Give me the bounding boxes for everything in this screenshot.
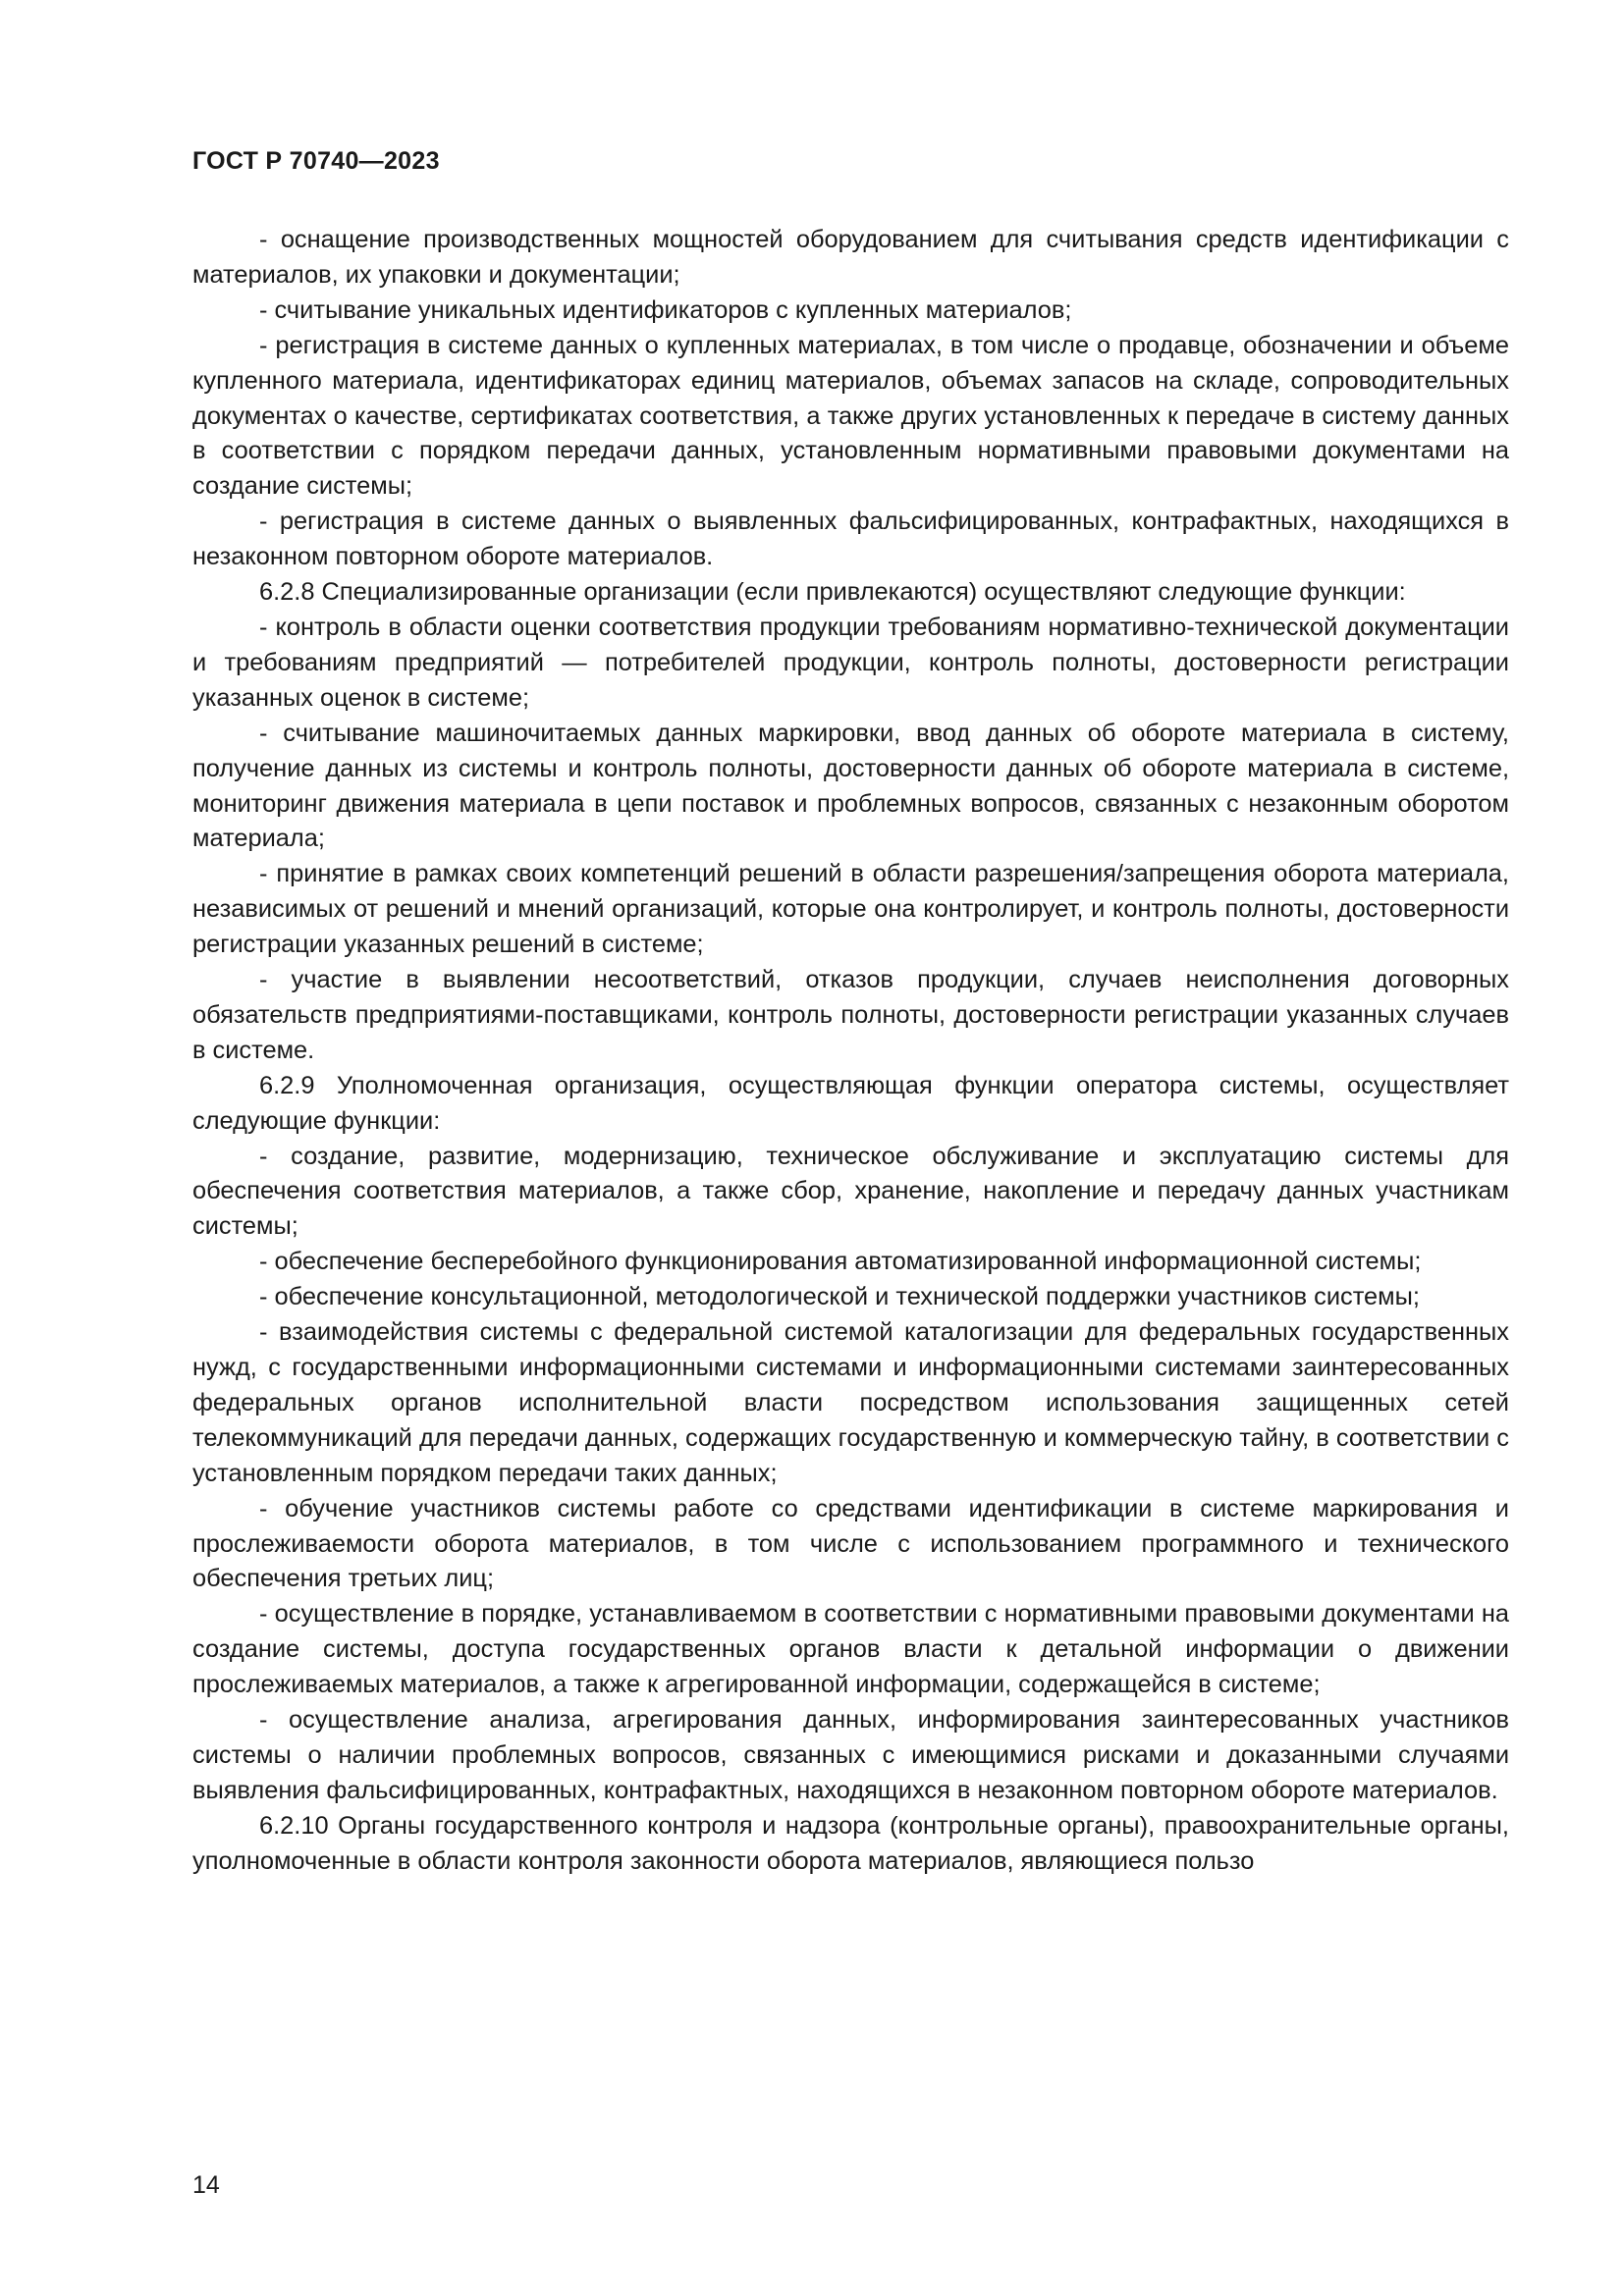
paragraph: - контроль в области оценки соответствия продукции требованиям нормативно-технической документации и требованиям предприятий — потребителей продукции, контроль полноты, достоверности регистрации указанных оценок в системе; (192, 613, 1509, 712)
paragraph: - осуществление анализа, агрегирования данных, информирования заинтересованных участников системы о наличии проблемных вопросов, связанных с имеющимися рисками и доказанными случаями выявления фальсифицированных, контрафактных, находящихся в незаконном повторном обороте материалов. (192, 1706, 1509, 1804)
paragraph: - регистрация в системе данных о купленных материалах, в том числе о продавце, обозначении и объеме купленного материала, идентификаторах единиц материалов, объемах запасов на складе, сопроводительных документах о качестве, сертификатах соответствия, а также других установленных к передаче в систему данных в соответствии с порядком передачи данных, установленным нормативными правовыми документами на создание системы; (192, 331, 1509, 501)
paragraph: - обеспечение бесперебойного функционирования автоматизированной информационной системы; (259, 1248, 1422, 1276)
paragraph: - участие в выявлении несоответствий, отказов продукции, случаев неисполнения договорных обязательств предприятиями-поставщиками, контроль полноты, достоверности регистрации указанных случаев в системе. (192, 966, 1509, 1064)
paragraph: - считывание уникальных идентификаторов с купленных материалов; (259, 295, 1072, 324)
paragraph: - обучение участников системы работе со средствами идентификации в системе маркирования и прослеживаемости оборота материалов, в том числе с использованием программного и технического обеспечения третьих лиц; (192, 1494, 1509, 1593)
paragraph: - оснащение производственных мощностей оборудованием для считывания средств идентификации с материалов, их упаковки и документации; (192, 226, 1509, 289)
paragraph: - обеспечение консультационной, методологической и технической поддержки участников системы; (259, 1283, 1420, 1311)
paragraph: - регистрация в системе данных о выявленных фальсифицированных, контрафактных, находящихся в незаконном повторном обороте материалов. (192, 507, 1509, 571)
section-paragraph-6-2-9: 6.2.9 Уполномоченная организация, осуществляющая функции оператора системы, осуществляет следующие функции: (192, 1071, 1509, 1135)
paragraph: - осуществление в порядке, устанавливаемом в соответствии с нормативными правовыми документами на создание системы, доступа государственных органов власти к детальной информации о движении прослеживаемых материалов, а также к агрегированной информации, содержащейся в системе; (192, 1600, 1509, 1699)
section-paragraph-6-2-8: 6.2.8 Специализированные организации (если привлекаются) осуществляют следующие функции: (259, 578, 1406, 607)
document-body (192, 223, 1509, 1880)
paragraph: - принятие в рамках своих компетенций решений в области разрешения/запрещения оборота материала, независимых от решений и мнений организаций, которые она контролирует, и контроль полноты, достоверности регистрации указанных решений в системе; (192, 860, 1509, 959)
section-paragraph-6-2-10: 6.2.10 Органы государственного контроля и надзора (контрольные органы), правоохранительные органы, уполномоченные в области контроля законности оборота материалов, являющиеся пользо (192, 1811, 1509, 1875)
page-number: 14 (192, 2171, 220, 2199)
paragraph: - взаимодействия системы с федеральной системой каталогизации для федеральных государственных нужд, с государственными информационными системами и информационными системами заинтересованных федеральных органов исполнительной власти посредством использования защищенных сетей телекоммуникаций для передачи данных, содержащих государственную и коммерческую тайну, в соответствии с установленным порядком передачи таких данных; (192, 1318, 1509, 1487)
paragraph: - создание, развитие, модернизацию, техническое обслуживание и эксплуатацию системы для обеспечения соответствия материалов, а также сбор, хранение, накопление и передачу данных участникам системы; (192, 1142, 1509, 1241)
document-header-code: ГОСТ Р 70740—2023 (192, 147, 440, 175)
paragraph: - считывание машиночитаемых данных маркировки, ввод данных об обороте материала в систему, получение данных из системы и контроль полноты, достоверности данных об обороте материала в системе, мониторинг движения материала в цепи поставок и проблемных вопросов, связанных с незаконным оборотом материала; (192, 719, 1509, 853)
